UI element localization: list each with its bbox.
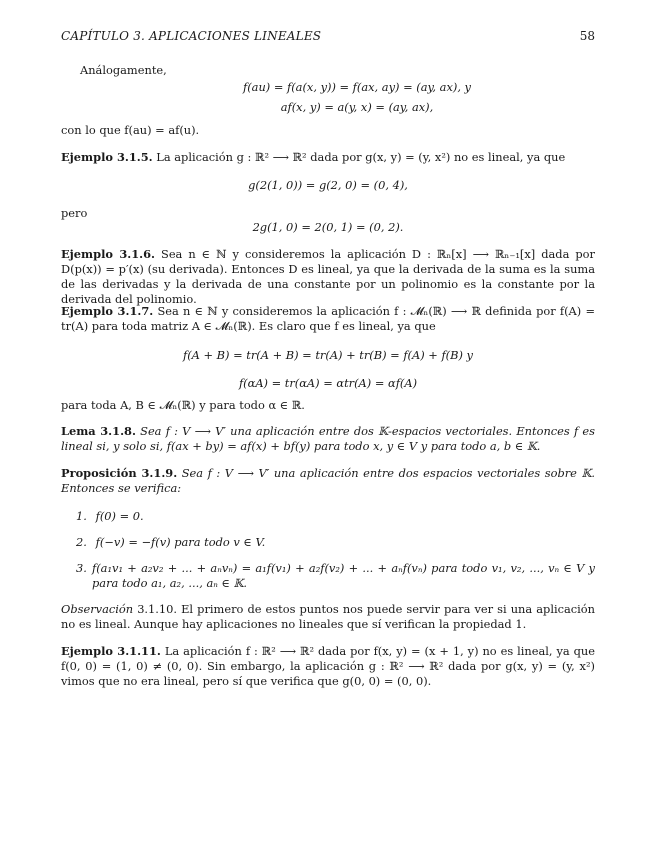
equation-analog-2: af(x, y) = a(y, x) = (ay, ax), [280, 100, 434, 114]
observation-text: 3.1.10. El primero de estos puntos nos puede servir para ver si una aplicación no es lineal. Aunque hay aplicaciones no lineales que sí verifican la propiedad 1. [61, 602, 595, 631]
example-3-1-7 [61, 304, 595, 334]
list-item-text: f(a₁v₁ + a₂v₂ + ... + aₙvₙ) = a₁f(v₁) + a₂f(v₂) + ... + aₙf(vₙ) para todo v₁, v₂, ..., vₙ ∈ V y para todo a₁, a₂, ..., aₙ ∈ 𝕂. [92, 561, 595, 590]
observation-label: Observación [61, 602, 134, 616]
lemma-3-1-8 [61, 424, 595, 454]
lemma-text: Sea f : V ⟶ V′ una aplicación entre dos 𝕂-espacios vectoriales. Entonces f es lineal si, y solo si, f(ax + by) = af(x) + bf(y) para todo x, y ∈ V y para todo a, b ∈ 𝕂. [61, 424, 595, 453]
analog-conclusion: con lo que f(au) = af(u). [61, 123, 200, 137]
equation-3-1-7-a: f(A + B) = tr(A + B) = tr(A) + tr(B) = f(A) + f(B) y [183, 348, 473, 362]
example-label: Ejemplo 3.1.11. [61, 644, 161, 658]
example-label: Ejemplo 3.1.7. [61, 304, 154, 318]
proposition-label: Proposición 3.1.9. [61, 466, 178, 480]
example-text: La aplicación f : ℝ² ⟶ ℝ² dada por f(x, y) = (x + 1, y) no es lineal, ya que f(0, 0) = (1, 0) ≠ (0, 0). Sin embargo, la aplicación g : ℝ² ⟶ ℝ² dada por g(x, y) = (y, x²) vimos que no era lineal, pero sí que verifica que g(0, 0) = (0, 0). [61, 644, 596, 688]
equation-analog-1: f(au) = f(a(x, y)) = f(ax, ay) = (ay, ax), y [243, 80, 471, 94]
page-number: 58 [579, 29, 595, 43]
example-label: Ejemplo 3.1.5. [61, 150, 153, 164]
example-3-1-7-end: para toda A, B ∈ 𝓜ₙ(ℝ) y para todo α ∈ ℝ. [61, 398, 305, 412]
equation-3-1-7-b: f(αA) = tr(αA) = αtr(A) = αf(A) [238, 376, 418, 390]
example-3-1-6 [61, 247, 595, 307]
list-item-text: f(0) = 0. [95, 509, 144, 523]
example-text: Sea n ∈ ℕ y consideremos la aplicación f : 𝓜ₙ(ℝ) ⟶ ℝ definida por f(A) = tr(A) para toda matriz A ∈ 𝓜ₙ(ℝ). Es claro que f es lineal, ya que [61, 304, 595, 333]
pero-text: pero [61, 206, 88, 220]
list-item-number: 3. [76, 561, 87, 575]
chapter-header: CAPÍTULO 3. APLICACIONES LINEALES [61, 29, 322, 43]
list-item [76, 561, 595, 591]
list-item [76, 535, 595, 550]
proposition-3-1-9 [61, 466, 595, 496]
list-item-text: f(−v) = −f(v) para todo v ∈ V. [95, 535, 266, 549]
list-item [76, 509, 595, 524]
proposition-text: Sea f : V ⟶ V′ una aplicación entre dos espacios vectoriales sobre 𝕂. Entonces se verifica: [61, 466, 595, 495]
example-3-1-5 [61, 150, 595, 165]
list-item-number: 2. [76, 535, 87, 549]
lemma-label: Lema 3.1.8. [61, 424, 136, 438]
example-text: La aplicación g : ℝ² ⟶ ℝ² dada por g(x, y) = (y, x²) no es lineal, ya que [156, 150, 566, 164]
example-label: Ejemplo 3.1.6. [61, 247, 156, 261]
example-3-1-11 [61, 644, 595, 689]
equation-3-1-5-b: 2g(1, 0) = 2(0, 1) = (0, 2). [252, 220, 404, 234]
observation-3-1-10 [61, 602, 595, 632]
list-item-number: 1. [76, 509, 87, 523]
example-text: Sea n ∈ ℕ y consideremos la aplicación D : ℝₙ[x] ⟶ ℝₙ₋₁[x] dada por D(p(x)) = p′(x) (su derivada). Entonces D es lineal, ya que la derivada de la suma es la suma de las derivadas y la derivada de una constante por un polinomio es la constante por la derivada del polinomio. [61, 247, 595, 306]
equation-3-1-5-a: g(2(1, 0)) = g(2, 0) = (0, 4), [248, 178, 408, 192]
analog-intro: Análogamente, [80, 63, 167, 77]
